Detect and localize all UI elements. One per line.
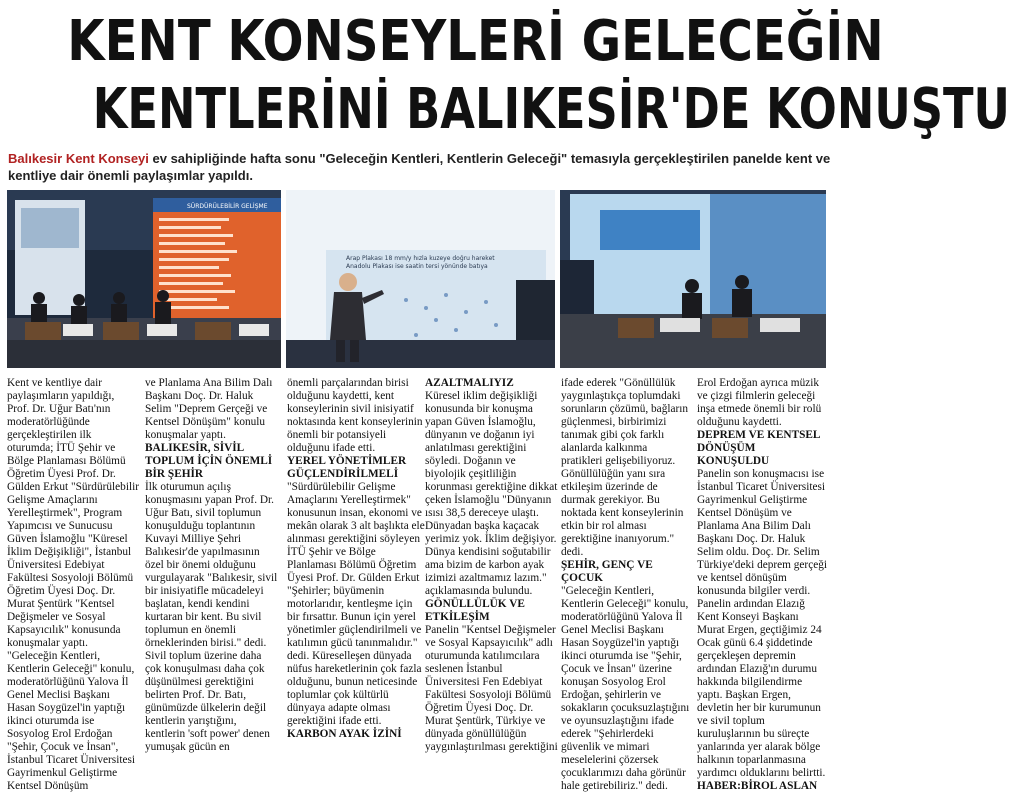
- column-3-subheading-2: KARBON AYAK İZİNİ: [287, 728, 402, 740]
- column-4-body-a: Küresel iklim değişikliği konusunda bir konuşma yapan Güven İslamoğlu, dünyanın ve doğanın iyi anlatılması gerektiğini söyledi. Doğanın ve biyolojik çeşitliliğin korunması gerektiğine dikkat çeken İslamoğlu "Dünyanın ısısı 38,5 dereceye ulaştı. Dünyadan başka kaçacak yerimiz yok. İklim değişiyor. Dünya kendisini soğutabilir ama bizim de karbon ayak izimizi azaltmamız lazım." açıklamasında bulundu.: [425, 390, 558, 597]
- column-4-body-b: Panelin "Kentsel Değişmeler ve Sosyal Kapsayıcılık" adlı oturumunda katılımcılara seslenen İstanbul Üniversitesi Fen Edebiyat Fakültesi Sosyoloji Bölümü Öğretim Üyesi Doç. Dr. Murat Şentürk, Türkiye ve dünyada gönüllülüğün yaygınlaştırılması gerektiğini: [425, 624, 558, 753]
- column-5-body-b: "Geleceğin Kentleri, Kentlerin Geleceği" konulu, moderatörlüğünü Yalova İl Genel Meclisi Başkanı Hasan Soygüzel'in yaptığı ikinci oturumda ise "Şehir, Çocuk ve İnsan" üzerine konuşan Sosyolog Erol Erdoğan, şehirlerin ve sokakların çocuksuzlaştığını ve oyunsuzlaştığını ifade ederek "Şehirlerdeki güvenlik ve mimari meselelerini çözersek çocuklarımızı daha görünür hale getirebiliriz." dedi.: [561, 585, 690, 792]
- article-column-6: [697, 377, 829, 792]
- column-4-subheading: AZALTMALIYIZ: [425, 377, 514, 389]
- article-column-5: [561, 377, 691, 792]
- article-column-2: [145, 377, 279, 753]
- slide-title: SÜRDÜRÜLEBİLİR GELİŞME: [187, 203, 268, 210]
- lead-text: ev sahipliğinde hafta sonu "Geleceğin Kentleri, Kentlerin Geleceği" temasıyla gerçekleştirilen panelde kent ve kentliye dair önemli paylaşımlar yapıldı.: [8, 151, 831, 183]
- article-column-3: [287, 377, 425, 740]
- photo-speaker-presentation: [286, 190, 555, 368]
- headline-line-2: KENTLERİNİ BALIKESİR'DE KONUŞTU: [92, 77, 1010, 142]
- photo-panel-stage-1-image: [7, 190, 281, 368]
- article-byline: HABER:BİROL ASLAN: [697, 780, 818, 792]
- column-6-body-b: Panelin son konuşmacısı ise İstanbul Ticaret Üniversitesi Gayrimenkul Geliştirme Kentsel Dönüşüm ve Planlama Ana Bilim Dalı Başkanı Doç. Dr. Haluk Selim oldu. Doç. Dr. Selim Türkiye'deki deprem gerçeği ve kentsel dönüşüm konusunda bilgiler verdi. Panelin ardından Elazığ Kent Konseyi Başkanı Murat Ergen, geçtiğimiz 24 Ocak günü 6.4 şiddetinde gerçekleşen depremin ardından Elazığ'ın durumu hakkında bilgilendirme yaptı. Başkan Ergen, devletin her bir kurumunun ve sivil toplum kuruluşlarının bu süreçte yanlarında yer alarak bölge halkının toparlanmasına yardımcı olduklarını belirtti.: [697, 468, 828, 779]
- column-5-body-a: ifade ederek "Gönüllülük yaygınlaştıkça toplumdaki sorunların çözümü, bağların güçlenmesi, birbirimizi tanımak gibi çok farklı alanlarda kalkınma pratikleri gelişebiliyoruz. Gönüllülüğün yanı sıra etkileşim üzerinde de durmak gerekiyor. Bu noktada kent konseylerinin etkin bir rol alması gerektiğine inanıyorum." dedi.: [561, 377, 689, 558]
- article-column-1: [7, 377, 139, 792]
- headline-line-1: KENT KONSEYLERİ GELECEĞİN: [67, 9, 884, 74]
- photo-speaker-presentation-image: [286, 190, 555, 368]
- column-3-body-a: önemli parçalarından birisi olduğunu kaydetti, kent konseylerinin sivil inisiyatif noktasında kent konseylerinin önemli bir potansiyeli olduğunu ifade etti.: [287, 377, 423, 454]
- photo-panel-stage-2-image: [560, 190, 826, 368]
- column-2-body-b: İlk oturumun açılış konuşmasını yapan Prof. Dr. Uğur Batı, sivil toplumun konuşulduğu toplantının Kuvayi Milliye Şehri Balıkesir'de yapılmasının özel bir önemi olduğunu vurgulayarak "Balıkesir, sivil bir inisiyatifle mücadeleyi başlatan, kendi kendini kurtaran bir kent. Bu sivil toplumun en önemli örneklerinden birisi." dedi. Sivil toplum üzerine daha çok konuşulması daha çok düşünülmesi gerektiğini belirten Prof. Dr. Batı, günümüzde ülkelerin değil kentlerin yarıştığını, kentlerin 'soft power' denen yumuşak gücün en: [145, 481, 278, 753]
- column-3-subheading: YEREL YÖNETİMLER GÜÇLENDİRİLMELİ: [287, 455, 407, 480]
- photo-panel-stage-2: [560, 190, 826, 368]
- slide-caption: Arap Plakası 18 mm/y hızla kuzeye doğru hareket Anadolu Plakası ise saatin tersi yönünde batıya: [346, 255, 495, 270]
- article-column-4: [425, 377, 559, 753]
- lead-paragraph: [8, 150, 848, 184]
- lead-org-name: Balıkesir Kent Konseyi: [8, 151, 149, 166]
- column-6-body-a: Erol Erdoğan ayrıca müzik ve çizgi filmlerin geleceği inşa etmede önemli bir rolü olduğunu kaydetti.: [697, 377, 822, 428]
- column-6-subheading: DEPREM VE KENTSEL DÖNÜŞÜM KONUŞULDU: [697, 429, 820, 467]
- column-2-subheading: BALIKESİR, SİVİL TOPLUM İÇİN ÖNEMLİ BİR ŞEHİR: [145, 442, 273, 480]
- column-3-body-b: "Sürdürülebilir Gelişme Amaçlarını Yerelleştirmek" konusunun insan, ekonomi ve mekân olarak 3 alt başlıkta ele alınması gerektiğini söyleyen İTÜ Şehir ve Bölge Planlaması Bölümü Öğretim Üyesi Prof. Dr. Gülden Erkut "Şehirler; büyümenin motorlarıdır, kentleşme için bir fırsattır. Bunun için yerel yönetimler güçlendirilmeli ve katılımın gücü tanınmalıdır." dedi. Küreselleşen dünyada nüfus hareketlerinin çok fazla olduğunu, bunun neticesinde toplumlar çok kültürlü dünyaya adapte olması gerektiğini ifade etti.: [287, 481, 425, 727]
- column-1-body: Kent ve kentliye dair paylaşımların yapıldığı, Prof. Dr. Uğur Batı'nın moderatörlüğünde gerçekleştirilen ilk oturumda; İTÜ Şehir ve Bölge Planlaması Bölümü Öğretim Üyesi Prof. Dr. Gülden Erkut "Sürdürülebilir Gelişme Amaçlarını Yerelleştirmek", Program Yapımcısı ve Sunucusu Güven İslamoğlu "Küresel İklim Değişikliği", İstanbul Üniversitesi Edebiyat Fakültesi Sosyoloji Bölümü Öğretim Üyesi Doç. Dr. Murat Şentürk "Kentsel Değişmeler ve Sosyal Kapsayıcılık" konusunda konuşmalar yaptı. "Geleceğin Kentleri, Kentlerin Geleceği" konulu, moderatörlüğünü Yalova İl Genel Meclisi Başkanı Hasan Soygüzel'in yaptığı ikinci oturumda ise Sosyolog Erol Erdoğan "Şehir, Çocuk ve İnsan", İstanbul Ticaret Üniversitesi Gayrimenkul Geliştirme Kentsel Dönüşüm: [7, 377, 139, 792]
- photo-panel-stage-1: [7, 190, 281, 368]
- column-4-subheading-2: GÖNÜLLÜLÜK VE ETKİLEŞİM: [425, 598, 525, 623]
- column-2-body-a: ve Planlama Ana Bilim Dalı Başkanı Doç. Dr. Haluk Selim "Deprem Gerçeği ve Kentsel Dönüşüm" konulu konuşmalar yaptı.: [145, 377, 273, 441]
- column-5-subheading: ŞEHİR, GENÇ VE ÇOCUK: [561, 559, 653, 584]
